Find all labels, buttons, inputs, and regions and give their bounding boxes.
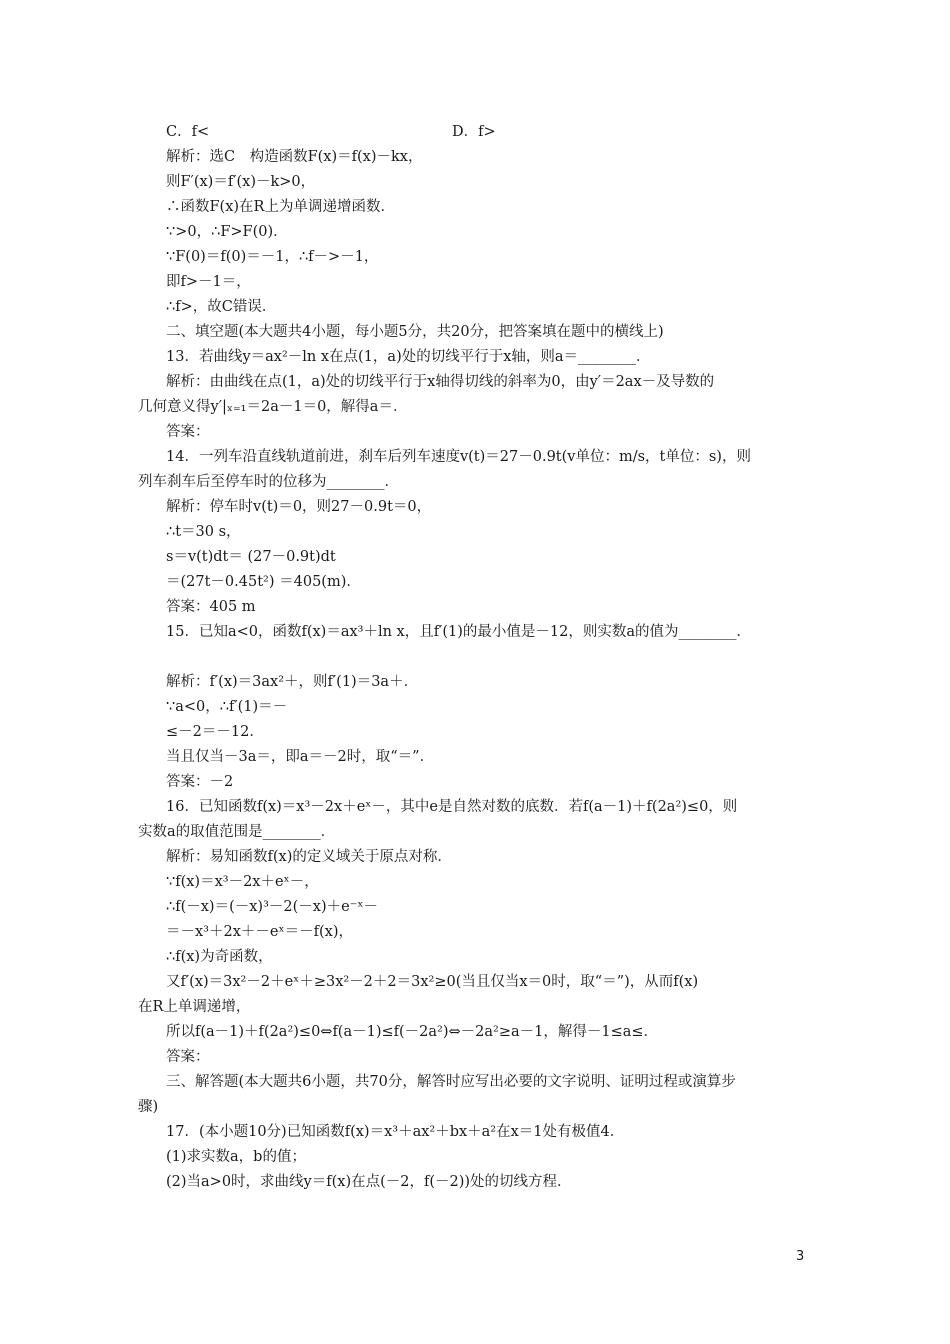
- text-line-l19: s＝v(t)dt＝ (27－0.9t)dt: [166, 549, 336, 565]
- text-line-l37: 所以f(a－1)＋f(2a²)≤0⇔f(a－1)≤f(－2a²)⇔－2a²≥a－1，解得－1≤a≤．: [166, 1024, 659, 1040]
- text-line-l07: ∵F(0)＝f(0)＝－1，∴f－>－1，: [166, 249, 379, 265]
- text-line-l22: 15．已知a<0，函数f(x)＝ax³＋ln x，且f′(1)的最小值是－12，则实数a的值为________．: [166, 624, 752, 640]
- text-line-l38: 答案：: [166, 1049, 210, 1065]
- text-line-l14: 答案：: [166, 424, 210, 440]
- text-line-l29: 实数a的取值范围是________．: [138, 824, 336, 840]
- text-line-l26: 当且仅当－3a＝，即a＝－2时，取“＝”．: [166, 749, 435, 765]
- text-line-l28: 16．已知函数f(x)＝x³－2x＋eˣ－，其中e是自然对数的底数．若f(a－1)＋f(2a²)≤0，则: [166, 799, 738, 815]
- text-line-l31: ∵f(x)＝x³－2x＋eˣ－，: [166, 874, 319, 890]
- text-line-l10: 二、填空题(本大题共4小题，每小题5分，共20分，把答案填在题中的横线上): [166, 324, 664, 340]
- text-line-l11: 13．若曲线y＝ax²－ln x在点(1，a)处的切线平行于x轴，则a＝________．: [166, 349, 651, 365]
- text-line-l35: 又f′(x)＝3x²－2＋eˣ＋≥3x²－2＋2＝3x²≥0(当且仅当x＝0时，取“＝”)，从而f(x): [166, 974, 699, 990]
- text-line-l03: 解析：选C 构造函数F(x)＝f(x)－kx，: [166, 149, 423, 165]
- text-line-l02: D．f>: [452, 124, 496, 140]
- text-line-l01: C．f<: [166, 124, 210, 140]
- text-line-l16: 列车刹车后至停车时的位移为________．: [138, 474, 399, 490]
- text-line-l21: 答案：405 m: [166, 599, 256, 615]
- text-line-l33: ＝－x³＋2x＋－eˣ＝－f(x)，: [166, 924, 353, 940]
- text-line-l25: ≤－2＝－12．: [166, 724, 264, 740]
- text-line-l39: 三、解答题(本大题共6小题，共70分，解答时应写出必要的文字说明、证明过程或演算步: [166, 1074, 736, 1090]
- text-line-l12: 解析：由曲线在点(1，a)处的切线平行于x轴得切线的斜率为0，由y′＝2ax－及导数的: [166, 374, 715, 390]
- text-line-l32: ∴f(－x)＝(－x)³－2(－x)＋e⁻ˣ－: [166, 899, 378, 915]
- text-line-l15: 14．一列车沿直线轨道前进，刹车后列车速度v(t)＝27－0.9t(v单位：m/s，t单位：s)，则: [166, 449, 751, 465]
- text-line-l05: ∴函数F(x)在R上为单调递增函数．: [166, 199, 395, 215]
- text-line-l09: ∴f>，故C错误．: [166, 299, 277, 315]
- page-number: 3: [796, 1249, 805, 1264]
- text-line-l27: 答案：－2: [166, 774, 234, 790]
- text-line-l34: ∴f(x)为奇函数，: [166, 949, 273, 965]
- text-line-l30: 解析：易知函数f(x)的定义域关于原点对称．: [166, 849, 452, 865]
- text-line-l08: 即f>－1＝，: [166, 274, 251, 290]
- text-line-l43: (2)当a>0时，求曲线y＝f(x)在点(－2，f(－2))处的切线方程．: [166, 1174, 572, 1190]
- text-line-l18: ∴t＝30 s，: [166, 524, 241, 540]
- text-line-l17: 解析：停车时v(t)＝0，则27－0.9t＝0，: [166, 499, 432, 515]
- text-line-l13: 几何意义得y′|ₓ₌₁＝2a－1＝0，解得a＝．: [138, 399, 408, 415]
- text-line-l36: 在R上单调递增，: [138, 999, 251, 1015]
- text-line-l41: 17．(本小题10分)已知函数f(x)＝x³＋ax²＋bx＋a²在x＝1处有极值4．: [166, 1124, 625, 1140]
- text-line-l20: ＝(27t－0.45t²) ＝405(m)．: [166, 574, 361, 590]
- text-line-l06: ∵>0，∴F>F(0)．: [166, 224, 288, 240]
- text-line-l04: 则F′(x)＝f′(x)－k>0，: [166, 174, 316, 190]
- text-line-l23: 解析：f′(x)＝3ax²＋，则f′(1)＝3a＋．: [166, 674, 419, 690]
- text-line-l40: 骤): [138, 1099, 159, 1115]
- text-line-l24: ∵a<0，∴f′(1)＝－: [166, 699, 288, 715]
- text-line-l42: (1)求实数a，b的值；: [166, 1149, 306, 1165]
